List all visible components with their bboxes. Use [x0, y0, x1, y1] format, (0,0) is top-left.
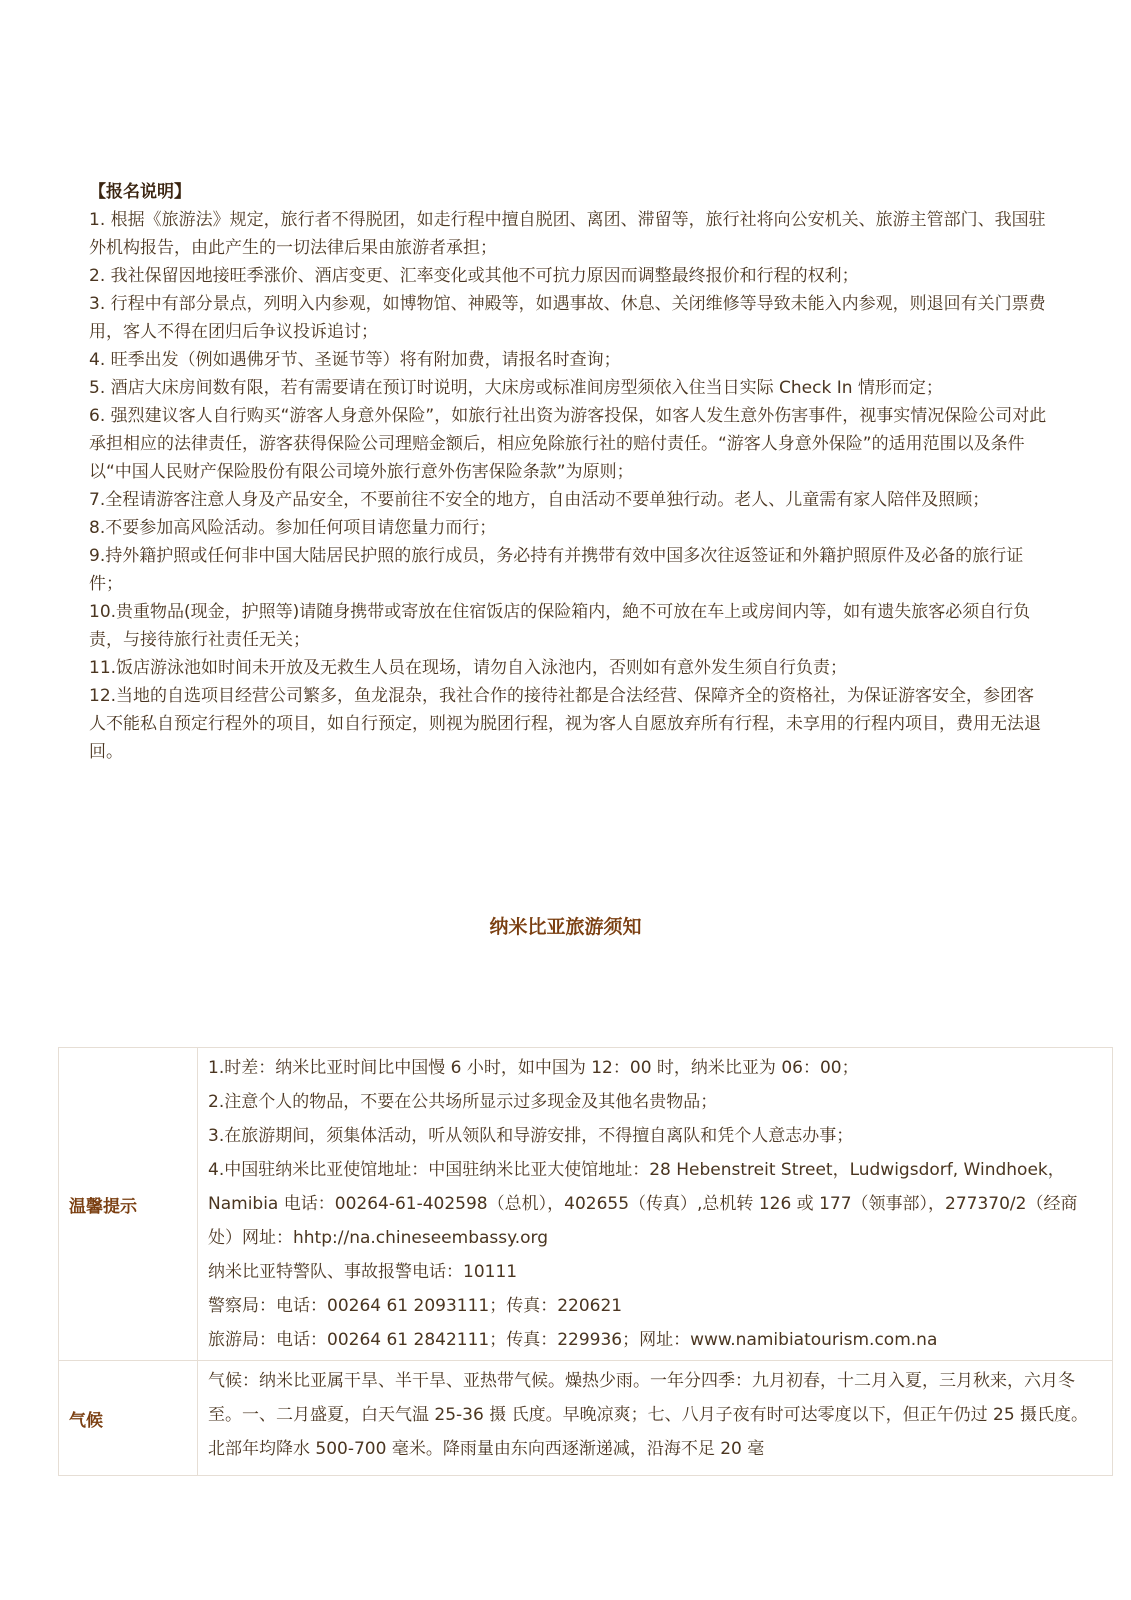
registration-list: [89, 206, 1049, 766]
registration-title: 【报名说明】: [89, 182, 191, 202]
registration-item: 11.饭店游泳池如时间未开放及无救生人员在现场，请勿自入泳池内，否则如有意外发生须自行负责；: [89, 658, 848, 678]
tips-line: 3.在旅游期间，须集体活动，听从领队和导游安排，不得擅自离队和凭个人意志办事；: [208, 1126, 854, 1146]
registration-item: 9.持外籍护照或任何非中国大陆居民护照的旅行成员，务必持有并携带有效中国多次往返签证和外籍护照原件及必备的旅行证件；: [89, 546, 1024, 594]
tips-label: 温馨提示: [59, 1048, 198, 1361]
tips-row: [59, 1048, 1113, 1361]
registration-item: 3. 行程中有部分景点，列明入内参观，如博物馆、神殿等，如遇事故、休息、关闭维修等导致未能入内参观，则退回有关门票费用，客人不得在团归后争议投诉追讨；: [89, 294, 1046, 342]
tips-line: 4.中国驻纳米比亚使馆地址：中国驻纳米比亚大使馆地址：28 Hebenstreit Street，Ludwigsdorf, Windhoek，Namibia 电话：00264-61-402598（总机），402655（传真）,总机转 126 或 177（领事部），277370/2（经商处）网址：hhtp://na.chineseembassy.org: [208, 1160, 1078, 1248]
tips-line: 1.时差：纳米比亚时间比中国慢 6 小时，如中国为 12：00 时，纳米比亚为 06：00；: [208, 1058, 859, 1078]
registration-notes: [89, 178, 1049, 766]
tips-line: 纳米比亚特警队、事故报警电话：10111: [208, 1262, 518, 1282]
guide-title: 纳米比亚旅游须知: [489, 916, 642, 938]
registration-item: 7.全程请游客注意人身及产品安全，不要前往不安全的地方，自由活动不要单独行动。老人、儿童需有家人陪伴及照顾；: [89, 490, 990, 510]
tips-content: [198, 1048, 1113, 1361]
registration-item: 12.当地的自选项目经营公司繁多，鱼龙混杂，我社合作的接待社都是合法经营、保障齐全的资格社，为保证游客安全，参团客人不能私自预定行程外的项目，如自行预定，则视为脱团行程，视为客人自愿放弃所有行程，未享用的行程内项目，费用无法退回。: [89, 686, 1041, 762]
tips-line: 2.注意个人的物品，不要在公共场所显示过多现金及其他名贵物品；: [208, 1092, 718, 1112]
registration-item: 10.贵重物品(现金，护照等)请随身携带或寄放在住宿饭店的保险箱内，絶不可放在车上或房间内等，如有遗失旅客必须自行负责，与接待旅行社责任无关；: [89, 602, 1031, 650]
registration-item: 2. 我社保留因地接旺季涨价、酒店变更、汇率变化或其他不可抗力原因而调整最终报价和行程的权利；: [89, 266, 859, 286]
climate-content: [198, 1361, 1113, 1476]
climate-label: 气候: [59, 1361, 198, 1476]
climate-text: 气候：纳米比亚属干旱、半干旱、亚热带气候。燥热少雨。一年分四季：九月初春，十二月入夏，三月秋来，六月冬至。一、二月盛夏，白天气温 25-36 摄 氏度。早晚凉爽；七、八月子夜有时可达零度以下，但正午仍过 25 摄氏度。北部年均降水 500-700 毫米。降雨量由东向西逐渐递减，沿海不足 20 毫: [208, 1371, 1089, 1459]
tips-line: 旅游局：电话：00264 61 2842111；传真：229936；网址：www.namibiatourism.com.na: [208, 1330, 938, 1350]
registration-item: 1. 根据《旅游法》规定，旅行者不得脱团，如走行程中擅自脱团、离团、滞留等，旅行社将向公安机关、旅游主管部门、我国驻外机构报告，由此产生的一切法律后果由旅游者承担；: [89, 210, 1046, 258]
registration-item: 4. 旺季出发（例如遇佛牙节、圣诞节等）将有附加费，请报名时查询；: [89, 350, 621, 370]
climate-row: [59, 1361, 1113, 1476]
registration-item: 8.不要参加高风险活动。参加任何项目请您量力而行；: [89, 518, 497, 538]
registration-item: 5. 酒店大床房间数有限，若有需要请在预订时说明，大床房或标准间房型须依入住当日实际 Check In 情形而定；: [89, 378, 943, 398]
registration-item: 6. 强烈建议客人自行购买“游客人身意外保险”，如旅行社出资为游客投保，如客人发生意外伤害事件，视事实情况保险公司对此承担相应的法律责任，游客获得保险公司理赔金额后，相应免除旅行社的赔付责任。“游客人身意外保险”的适用范围以及条件以“中国人民财产保险股份有限公司境外旅行意外伤害保险条款”为原则；: [89, 406, 1047, 482]
climate-clip: [208, 1364, 1102, 1466]
info-table: [58, 1047, 1113, 1476]
tips-line: 警察局：电话：00264 61 2093111；传真：220621: [208, 1296, 623, 1316]
